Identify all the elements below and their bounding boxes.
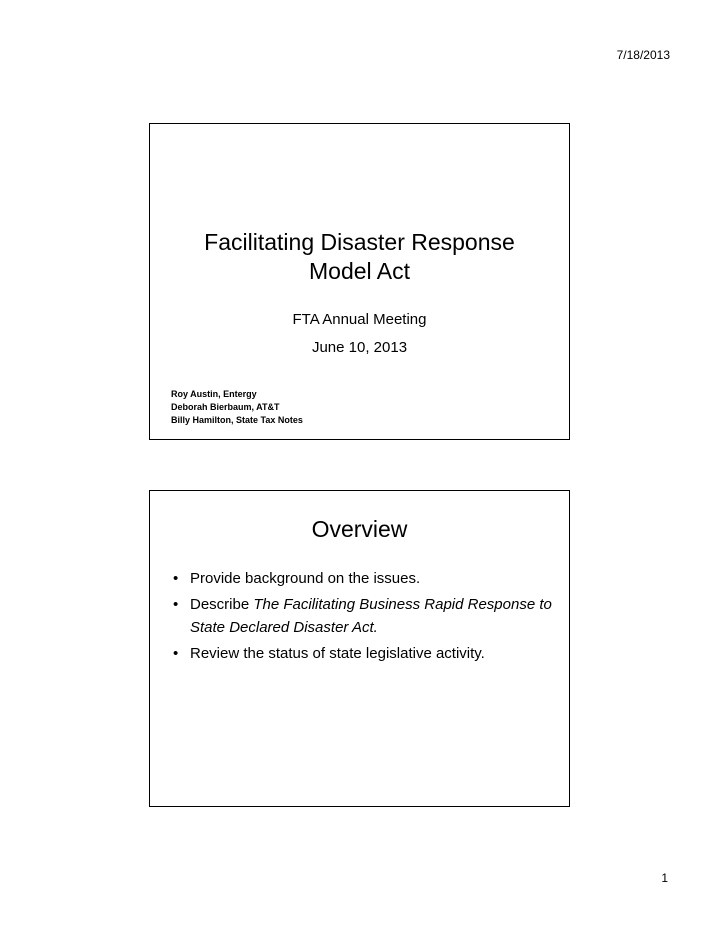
title-slide xyxy=(149,123,570,440)
presenter-name: Roy Austin, Entergy xyxy=(171,389,257,399)
bullet-item xyxy=(172,642,552,665)
bullet-item xyxy=(172,593,552,639)
bullet-icon: • xyxy=(173,645,179,662)
bullet-list xyxy=(172,567,552,668)
bullet-text-prefix: Describe xyxy=(190,596,254,613)
act-title: The Facilitating Business Rapid Response to State Declared Disaster Act. xyxy=(190,596,552,636)
bullet-text: Provide background on the issues. xyxy=(190,570,421,587)
slide-title-line-1: Facilitating Disaster Response xyxy=(204,229,515,255)
page-number: 1 xyxy=(661,871,668,885)
page-date: 7/18/2013 xyxy=(616,48,670,62)
bullet-item xyxy=(172,567,552,590)
bullet-text: Review the status of state legislative activity. xyxy=(190,645,485,662)
overview-slide xyxy=(149,490,570,807)
presenter-name: Deborah Bierbaum, AT&T xyxy=(171,402,280,412)
presenter-name: Billy Hamilton, State Tax Notes xyxy=(171,415,303,425)
slide-title: Overview xyxy=(311,516,408,542)
slide-title xyxy=(150,228,569,286)
bullet-icon: • xyxy=(173,596,179,613)
slide-title-line-2: Model Act xyxy=(309,258,410,284)
meeting-name: FTA Annual Meeting xyxy=(292,311,427,328)
presenter-list xyxy=(171,388,303,427)
meeting-date: June 10, 2013 xyxy=(311,339,408,356)
bullet-icon: • xyxy=(173,570,179,587)
